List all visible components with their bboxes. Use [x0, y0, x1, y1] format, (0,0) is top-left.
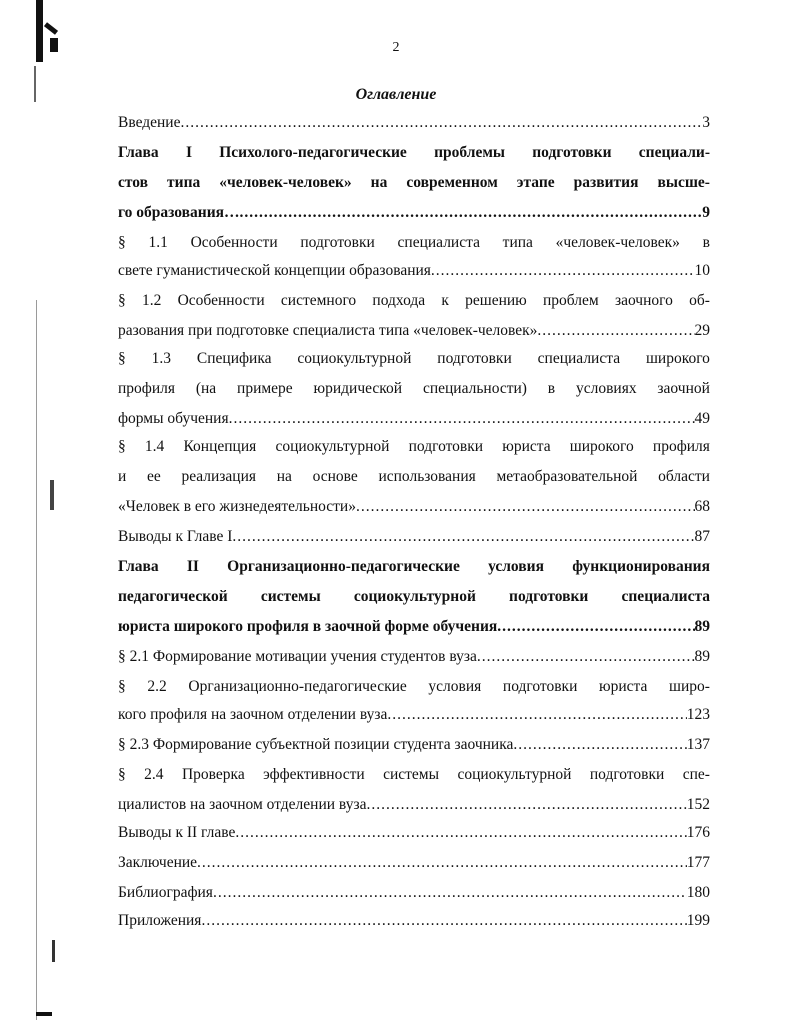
word: социокультурной	[275, 438, 390, 455]
word: специалиста	[397, 234, 480, 251]
word: «человек-человек»	[555, 234, 680, 251]
toc-entry-page: 123	[686, 706, 710, 723]
word: социокультурной	[457, 766, 572, 783]
toc-entry-text: циалистов на заочном отделении вуза	[118, 796, 367, 813]
word: к	[441, 292, 449, 309]
toc-entry-text: Приложения	[118, 912, 202, 929]
word: педагогической	[118, 588, 228, 605]
toc-entry-chapter-1-line-2[interactable]	[118, 172, 710, 194]
word: юридической	[313, 380, 403, 397]
word: высше-	[657, 174, 710, 191]
word: подхода	[372, 292, 426, 309]
word: заочной	[657, 380, 710, 397]
toc-entry-text: свете гуманистической концепции образования	[118, 262, 431, 279]
word: современном	[406, 174, 498, 191]
toc-entry-page: 68	[694, 498, 710, 515]
word: I	[185, 144, 192, 161]
word: §	[118, 678, 126, 695]
toc-entry-page: 89	[694, 648, 710, 665]
toc-entry-text: го образования…	[118, 204, 240, 221]
toc-entry-appendices[interactable]	[118, 910, 710, 932]
toc-entry-text: § 2.1 Формирование мотивации учения студентов вуза	[118, 648, 477, 665]
word: Глава	[118, 144, 159, 161]
word: §	[118, 350, 126, 367]
word: Специфика	[196, 350, 272, 367]
toc-entry-text: Введение	[118, 114, 181, 131]
toc-entry-2-4-line-2[interactable]	[118, 794, 710, 816]
word: системы	[260, 588, 321, 605]
word: 2.2	[147, 678, 167, 695]
toc-entry-1-3-line-2[interactable]	[118, 378, 710, 400]
word: §	[118, 292, 126, 309]
toc-entry-2-3[interactable]	[118, 734, 710, 756]
toc-entry-page: 176	[686, 824, 710, 841]
toc-entry-2-2-line-1[interactable]	[118, 676, 710, 698]
word: условиях	[575, 380, 637, 397]
toc-entry-text: Библиография	[118, 884, 213, 901]
word: 1.3	[151, 350, 172, 367]
word: заочного	[614, 292, 673, 309]
toc-entry-text: Заключение	[118, 854, 198, 871]
word: 1.1	[148, 234, 168, 251]
word: специалиста	[621, 588, 710, 605]
toc-entry-chapter-1-line-1[interactable]	[118, 142, 710, 164]
toc-entry-page: 199	[686, 912, 710, 929]
word: развития	[573, 174, 639, 191]
page-number: 2	[392, 40, 400, 55]
toc-entry-text: формы обучения	[118, 410, 229, 427]
word: этапе	[516, 174, 555, 191]
word: условия	[428, 678, 482, 695]
word: II	[186, 558, 199, 575]
word: на	[276, 468, 292, 485]
toc-entry-2-4-line-1[interactable]	[118, 764, 710, 786]
word: Особенности	[190, 234, 278, 251]
toc-entry-page: 89	[694, 618, 710, 635]
word: широкого	[569, 438, 634, 455]
word: функционирования	[572, 558, 710, 575]
word: социокультурной	[353, 588, 476, 605]
word: об-	[689, 292, 710, 309]
word: специали-	[638, 144, 710, 161]
toc-entry-page: 137	[686, 736, 710, 753]
toc-entry-page: 87	[694, 528, 710, 545]
scan-artifact	[50, 480, 54, 510]
word: Проверка	[181, 766, 245, 783]
word: типа	[167, 174, 201, 191]
word: специалиста	[537, 350, 621, 367]
word: и	[118, 468, 127, 485]
word: решению	[465, 292, 527, 309]
word: профиля	[652, 438, 710, 455]
toc-entry-text: юриста широкого профиля в заочной форме обучения	[118, 618, 498, 635]
word: широкого	[645, 350, 710, 367]
word: типа	[502, 234, 533, 251]
toc-entry-text: § 2.3 Формирование субъектной позиции студента заочника	[118, 736, 514, 753]
toc-entry-text: разования при подготовке специалиста типа «человек-человек»	[118, 322, 538, 339]
word: 1.2	[141, 292, 162, 309]
word: широ-	[669, 678, 710, 695]
word: 1.4	[144, 438, 165, 455]
toc-entry-introduction[interactable]	[118, 112, 710, 134]
page-title: Оглавление	[355, 86, 437, 103]
word: профиля	[118, 380, 175, 397]
word: примере	[237, 380, 293, 397]
word: на	[370, 174, 388, 191]
toc-entry-bibliography[interactable]	[118, 882, 710, 904]
toc-entry-conclusion[interactable]	[118, 852, 710, 874]
word: системы	[383, 766, 440, 783]
word: подготовки	[300, 234, 375, 251]
word: условия	[488, 558, 544, 575]
toc-entry-page: 152	[686, 796, 710, 813]
word: Особенности	[177, 292, 265, 309]
word: области	[658, 468, 710, 485]
word: социокультурной	[297, 350, 412, 367]
toc-entry-page: 49	[694, 410, 710, 427]
word: подготовки	[408, 438, 484, 455]
word: в	[702, 234, 710, 251]
scan-artifact	[44, 22, 58, 35]
word: подготовки	[532, 144, 612, 161]
toc-entry-conclusions-2[interactable]	[118, 822, 710, 844]
word: проблемы	[434, 144, 505, 161]
word: ее	[146, 468, 161, 485]
word: (на	[195, 380, 217, 397]
word: в	[547, 380, 556, 397]
toc-entry-chapter-1-line-3[interactable]	[118, 202, 710, 224]
word: подготовки	[509, 588, 589, 605]
toc-entry-2-1[interactable]	[118, 646, 710, 668]
toc-entry-page: 3	[702, 114, 710, 131]
word: спе-	[682, 766, 710, 783]
toc-entry-1-3-line-1[interactable]	[118, 348, 710, 370]
word: «человек-человек»	[219, 174, 352, 191]
toc-entry-text: Выводы к Главе I	[118, 528, 233, 545]
scan-artifact	[52, 940, 55, 962]
word: Организационно-педагогические	[227, 558, 460, 575]
word: специальности)	[422, 380, 527, 397]
word: проблем	[543, 292, 599, 309]
word: метаобразовательной	[496, 468, 638, 485]
word: 2.4	[144, 766, 164, 783]
toc-entry-page: 29	[694, 322, 710, 339]
toc-entry-1-4-line-2[interactable]	[118, 466, 710, 488]
toc-entry-page: 180	[686, 884, 710, 901]
toc-entry-text: «Человек в его жизнедеятельности»	[118, 498, 356, 515]
word: подготовки	[437, 350, 512, 367]
word: Концепция	[183, 438, 257, 455]
toc-entry-text: Выводы к II главе	[118, 824, 236, 841]
toc-entry-1-4-line-3[interactable]	[118, 496, 710, 518]
toc-entry-1-4-line-1[interactable]	[118, 436, 710, 458]
word: §	[118, 234, 126, 251]
toc-entry-conclusions-1[interactable]	[118, 526, 710, 548]
word: основе	[312, 468, 358, 485]
word: подготовки	[502, 678, 578, 695]
word: юриста	[599, 678, 648, 695]
toc-entry-1-1-line-1[interactable]	[118, 232, 710, 254]
word: Психолого-педагогические	[219, 144, 407, 161]
toc-entry-text: кого профиля на заочном отделении вуза	[118, 706, 388, 723]
toc-entry-chapter-2-line-1[interactable]	[118, 556, 710, 578]
word: стов	[118, 174, 149, 191]
word: подготовки	[589, 766, 665, 783]
toc-entry-1-3-line-3[interactable]	[118, 408, 710, 430]
scan-artifact	[36, 1012, 52, 1016]
toc-entry-2-2-line-2[interactable]	[118, 704, 710, 726]
word: использования	[378, 468, 476, 485]
word: Организационно-педагогические	[188, 678, 407, 695]
toc-entry-chapter-2-line-2[interactable]	[118, 586, 710, 608]
word: реализация	[181, 468, 257, 485]
word: эффективности	[263, 766, 365, 783]
word: §	[118, 438, 126, 455]
toc-entry-page: 177	[686, 854, 710, 871]
toc-entry-1-1-line-2[interactable]	[118, 260, 710, 282]
toc-entry-1-2-line-1[interactable]	[118, 290, 710, 312]
word: системного	[280, 292, 357, 309]
word: юриста	[502, 438, 551, 455]
toc-entry-1-2-line-2[interactable]	[118, 320, 710, 342]
word: Глава	[118, 558, 159, 575]
toc-entry-chapter-2-line-3[interactable]	[118, 616, 710, 638]
word: §	[118, 766, 126, 783]
toc-entry-page: 9	[702, 204, 710, 221]
scan-artifact	[36, 300, 37, 1020]
toc-entry-page: 10	[694, 262, 710, 279]
